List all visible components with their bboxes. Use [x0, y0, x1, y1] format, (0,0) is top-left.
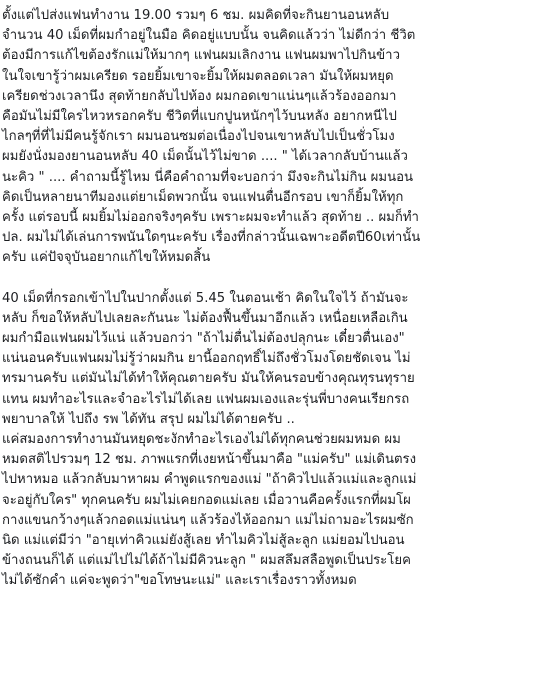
post-text-line: หลับ ก็ขอให้หลับไปเลยละกันนะ ไม่ต้องฟื้นขึ้นมาอีกแล้ว เหนื่อยเหลือเกิน: [2, 310, 408, 326]
post-text-line: เครียดช่วงเวลานึง สุดท้ายกลับไปห้อง ผมกอดเขาแน่นๆแล้วร้องออกมา: [2, 88, 397, 104]
post-text-line: หมดสติไปรวมๆ 12 ชม. ภาพแรกที่เงยหน้าขึ้นมาคือ "แม่ครับ" แม่เดินตรง: [2, 452, 417, 468]
post-paragraph: [2, 289, 548, 592]
post-paragraph: [2, 6, 548, 269]
post-text-line: ข้างถนนก็ได้ แต่แม่ไปไม่ได้ถ้าไม่มีคิวนะลูก " ผมสลึมสลือพูดเป็นประโยค: [2, 553, 411, 569]
post-body: [2, 6, 548, 592]
post-text-line: ทรมานครับ แต่มันไม่ได้ทำให้คุณตายครับ มันให้คนรอบข้างคุณทุรนทุราย: [2, 371, 415, 387]
post-text-line: กางแขนกว้างๆแล้วกอดแม่แน่นๆ แล้วร้องไห้ออกมา แม่ไม่ถามอะไรผมซัก: [2, 512, 414, 528]
post-text-line: ไปหาหมอ แล้วกลับมาหาผม คำพูดแรกของแม่ "ถ้าคิวไปแล้วแม่และลูกแม่: [2, 472, 417, 488]
post-text-line: นะคิว " .... คำถามนี้รู้ไหม นี่คือคำถามที่จะบอกว่า มึงจะกินไม่กิน ผมนอน: [2, 169, 414, 185]
post-text-line: ตั้งแต่ไปส่งแฟนทำงาน 19.00 รวมๆ 6 ชม. ผมคิดที่จะกินยานอนหลับ: [2, 8, 390, 23]
post-text-line: 40 เม็ดที่กรอกเข้าไปในปากตั้งแต่ 5.45 ในตอนเช้า คิดในใจไว้ ถ้ามันจะ: [2, 290, 409, 306]
post-text-line: ในใจเขารู้ว่าผมเครียด รอยยิ้มเขาจะยิ้มให้ผมตลอดเวลา มันให้ผมหยุด: [2, 68, 394, 84]
post-text-line: ปล. ผมไม่ได้เล่นการพนันใดๆนะครับ เรื่องที่กล่าวนั้นเฉพาะอดีตปี60เท่านั้น: [2, 230, 421, 246]
post-text-line: ครั้ง แต่รอบนี้ ผมยิ้มไม่ออกจริงๆครับ เพราะผมจะทำแล้ว สุดท้าย .. ผมก็ทำ: [2, 210, 419, 226]
post-text-line: ผมยังนั่งมองยานอนหลับ 40 เม็ดนั้นไว้ไม่ขาด .... " ได้เวลากลับบ้านแล้ว: [2, 149, 408, 165]
post-text-line: ครับ แค่ปัจจุบันอยากแก้ไขให้หมดสิ้น: [2, 250, 211, 266]
post-text-line: แทน ผมทำอะไรและจำอะไรไม่ได้เลย แฟนผมเองและรุ่นพี่บางคนเรียกรถ: [2, 391, 410, 407]
post-text-line: แน่นอนครับแฟนผมไม่รู้ว่าผมกิน ยานี้ออกฤทธิ์ไม่ถึงชั่วโมงโดยชัดเจน ไม่: [2, 351, 411, 367]
post-text-line: แค่สมองการทำงานมันหยุดชะงักทำอะไรเองไม่ได้ทุกคนช่วยผมหมด ผม: [2, 432, 401, 448]
post-text-line: คือมันไม่มีใครไหวหรอกครับ ชีวิตที่แบกปูนหนักๆไว้บนหลัง อยากหนีไป: [2, 109, 397, 125]
post-text-line: จำนวน 40 เม็ดที่ผมกำอยู่ในมือ คิดอยู่แบบนั้น จนคิดแล้วว่า ไม่ดีกว่า ชีวิต: [2, 28, 416, 44]
post-text-line: พยาบาลให้ ไปถึง รพ ได้ทัน สรุป ผมไม่ได้ตายครับ ..: [2, 411, 295, 427]
post-text-line: นิด แม่แต่มีว่า "อายุเท่าคิวแม่ยังสู้เลย ทำไมคิวไม่สู้ละลูก แม่ยอมไปนอน: [2, 533, 405, 549]
post-text-line: คิดเป็นหลายนาทีมองแต่ยาเม็ดพวกนั้น จนแฟนตื่นอีกรอบ เขาก็ยิ้มให้ทุก: [2, 189, 404, 205]
post-text-line: ต้องมีการแก้ไขต้องรักแม่ให้มากๆ แฟนผมเลิกงาน แฟนผมพาไปกินข้าว: [2, 48, 400, 64]
post-text-line: จะอยู่กับใคร" ทุกคนครับ ผมไม่เคยกอดแม่เลย เมื่อวานคือครั้งแรกที่ผมโผ: [2, 492, 411, 508]
post-text-line: ไกลๆที่ที่ไม่มีคนรู้จักเรา ผมนอนซมต่อเนื่องไปจนเขาหลับไปเป็นชั่วโมง: [2, 129, 395, 145]
post-text-line: ผมกำมือแฟนผมไว้แน่ แล้วบอกว่า "ถ้าไม่ตื่นไม่ต้องปลุกนะ เดี๋ยวตื่นเอง": [2, 331, 405, 347]
post-text-line: ไม่ได้ซักคำ แค่จะพูดว่า"ขอโทษนะแม่" และเราเรื่องราวทั้งหมด: [2, 573, 357, 589]
